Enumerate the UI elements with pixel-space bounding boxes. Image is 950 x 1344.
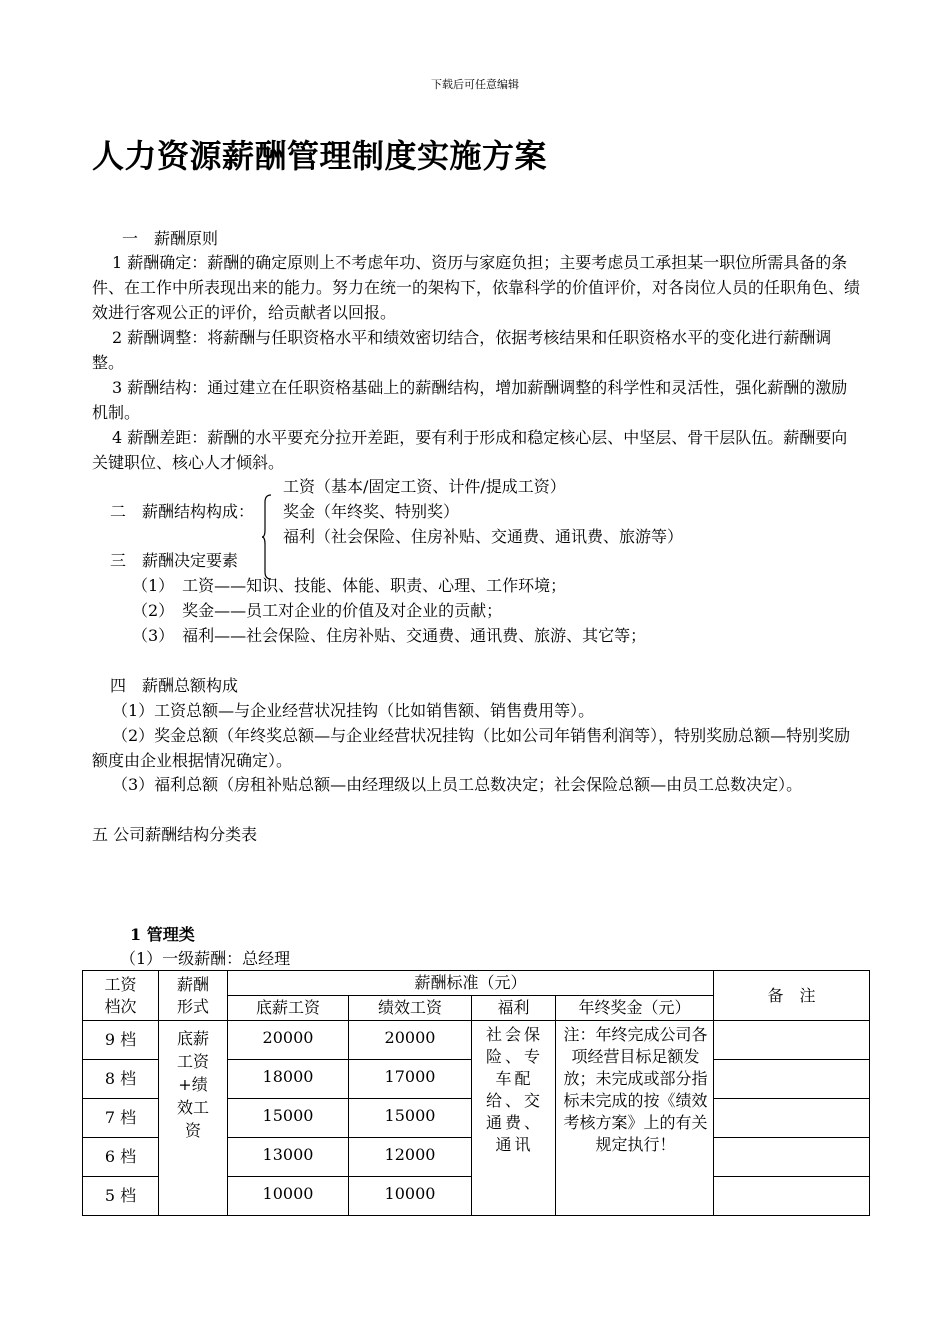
salary-table — [82, 970, 870, 1216]
section1-item: 1 薪酬确定：薪酬的确定原则上不考虑年功、资历与家庭负担；主要考虑员工承担某一职位所需具备的条件、在工作中所表现出来的能力。努力在统一的架构下，依靠科学的价值评价，对各岗位人员的任职角色、绩效进行客观公正的评价，给贡献者以回报。 — [92, 253, 861, 322]
header-note: 下载后可任意编辑 — [431, 78, 519, 91]
benefit-cell: 社会保险、专车配给、交通费、通讯 — [472, 1021, 556, 1216]
header-grade: 工资档次 — [83, 971, 159, 1021]
structure-item-salary: 工资（基本/固定工资、计件/提成工资） — [283, 477, 566, 496]
document-title: 人力资源薪酬管理制度实施方案 — [92, 137, 548, 175]
section1-item: 3 薪酬结构：通过建立在任职资格基础上的薪酬结构，增加薪酬调整的科学性和灵活性，强化薪酬的激励机制。 — [92, 378, 848, 422]
base-cell: 18000 — [228, 1060, 349, 1099]
header-form: 薪酬形式 — [159, 971, 228, 1021]
base-cell: 13000 — [228, 1138, 349, 1177]
form-cell: 底薪工资+绩效工资 — [159, 1021, 228, 1216]
sub-heading-management: 1 管理类 — [130, 925, 195, 944]
header-note: 备 注 — [714, 971, 870, 1021]
header-standard: 薪酬标准（元） — [228, 971, 714, 996]
perf-cell: 20000 — [349, 1021, 472, 1060]
grade-cell: 5 档 — [83, 1177, 159, 1216]
section1-item: 4 薪酬差距：薪酬的水平要充分拉开差距，要有利于形成和稳定核心层、中坚层、骨干层队伍。薪酬要向关键职位、核心人才倾斜。 — [92, 428, 848, 472]
header-benefit: 福利 — [472, 996, 556, 1021]
section3-item: （2） 奖金——员工对企业的价值及对企业的贡献； — [132, 601, 503, 620]
note-cell — [714, 1099, 870, 1138]
structure-item-bonus: 奖金（年终奖、特别奖） — [283, 502, 460, 521]
note-cell — [714, 1138, 870, 1177]
base-cell: 10000 — [228, 1177, 349, 1216]
note-cell — [714, 1177, 870, 1216]
grade-cell: 8 档 — [83, 1060, 159, 1099]
section4-item: （3）福利总额（房租补贴总额—由经理级以上员工总数决定；社会保险总额—由员工总数决定）。 — [112, 775, 803, 794]
perf-cell: 10000 — [349, 1177, 472, 1216]
grade-cell: 6 档 — [83, 1138, 159, 1177]
section3-item: （3） 福利——社会保险、住房补贴、交通费、通讯费、旅游、其它等； — [132, 626, 647, 645]
section4-item: （1）工资总额—与企业经营状况挂钩（比如销售额、销售费用等）。 — [112, 701, 595, 720]
brace-icon — [262, 494, 272, 580]
perf-cell: 12000 — [349, 1138, 472, 1177]
note-cell — [714, 1021, 870, 1060]
base-cell: 20000 — [228, 1021, 349, 1060]
header-bonus: 年终奖金（元） — [556, 996, 714, 1021]
section4-heading: 四 薪酬总额构成 — [110, 676, 239, 695]
section5-heading: 五 公司薪酬结构分类表 — [92, 825, 258, 844]
bonus-cell: 注：年终完成公司各项经营目标足额发放；未完成或部分指标未完成的按《绩效考核方案》上的有关规定执行！ — [556, 1021, 714, 1216]
section4-item: （2）奖金总额（年终奖总额—与企业经营状况挂钩（比如公司年销售利润等），特别奖励总额—特别奖励额度由企业根据情况确定）。 — [92, 726, 851, 770]
level-label: （1）一级薪酬：总经理 — [120, 949, 291, 968]
base-cell: 15000 — [228, 1099, 349, 1138]
section3-heading: 三 薪酬决定要素 — [110, 551, 239, 570]
grade-cell: 9 档 — [83, 1021, 159, 1060]
note-cell — [714, 1060, 870, 1099]
header-perf: 绩效工资 — [349, 996, 472, 1021]
structure-item-benefit: 福利（社会保险、住房补贴、交通费、通讯费、旅游等） — [283, 527, 684, 546]
section1-heading: 一 薪酬原则 — [122, 229, 219, 248]
section3-item: （1） 工资——知识、技能、体能、职责、心理、工作环境； — [132, 576, 567, 595]
perf-cell: 17000 — [349, 1060, 472, 1099]
perf-cell: 15000 — [349, 1099, 472, 1138]
section1-item: 2 薪酬调整：将薪酬与任职资格水平和绩效密切结合，依据考核结果和任职资格水平的变化进行薪酬调整。 — [92, 328, 832, 372]
section2-heading: 二 薪酬结构构成： — [110, 502, 255, 521]
header-base: 底薪工资 — [228, 996, 349, 1021]
grade-cell: 7 档 — [83, 1099, 159, 1138]
